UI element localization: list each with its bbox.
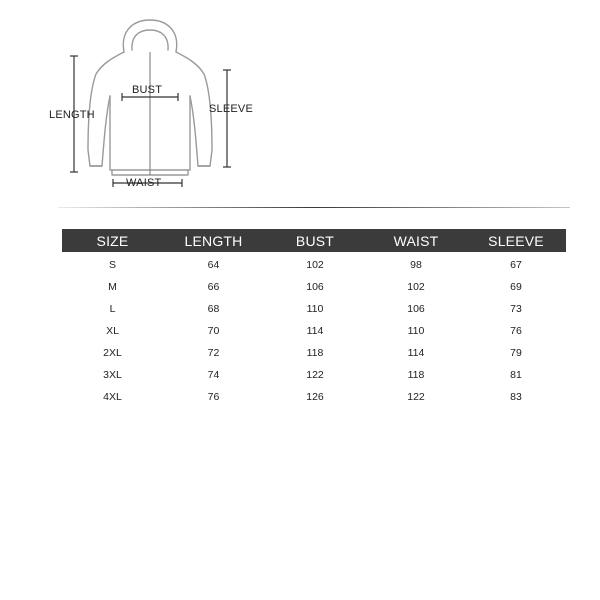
cell-waist: 106 [407,303,425,315]
table-row [62,386,566,408]
cell-bust: 118 [306,347,324,359]
table-row [62,320,566,342]
cell-sleeve: 69 [510,281,522,293]
header-sleeve: SLEEVE [488,232,544,249]
cell-waist: 102 [407,281,425,293]
header-bust: BUST [295,232,335,249]
sleeve-label: SLEEVE [209,103,254,115]
table-row [62,252,566,276]
hoodie-jacket-illustration [0,0,600,200]
jacket-diagram [0,0,600,200]
cell-length: 70 [207,325,220,337]
cell-sleeve: 73 [510,303,522,315]
waist-label: WAIST [126,177,162,189]
cell-size: M [108,281,117,293]
bust-label: BUST [132,84,163,96]
cell-length: 64 [207,259,220,271]
header-size: SIZE [96,232,129,249]
cell-bust: 126 [306,391,324,403]
cell-waist: 122 [407,391,425,403]
header-waist: WAIST [393,232,439,249]
divider-line [58,207,570,208]
header-length: LENGTH [184,232,243,249]
cell-sleeve: 76 [510,325,522,337]
cell-bust: 106 [306,281,324,293]
cell-length: 68 [207,303,220,315]
cell-waist: 110 [407,325,425,337]
cell-bust: 122 [306,369,324,381]
cell-length: 72 [207,347,220,359]
table-row [62,342,566,364]
table-row [62,298,566,320]
cell-length: 76 [207,391,220,403]
cell-size: 2XL [103,347,122,359]
table-header-row [62,229,566,252]
cell-waist: 114 [407,347,425,359]
cell-size: 3XL [103,369,122,381]
cell-waist: 118 [407,369,425,381]
cell-size: 4XL [103,391,122,403]
cell-bust: 110 [306,303,324,315]
cell-length: 66 [207,281,220,293]
cell-bust: 102 [306,259,324,271]
cell-size: XL [106,325,119,337]
cell-sleeve: 67 [510,259,522,271]
cell-size: S [108,259,116,271]
size-chart-table [62,229,566,408]
cell-length: 74 [207,369,220,381]
table-row [62,364,566,386]
cell-waist: 98 [410,259,422,271]
length-label: LENGTH [49,109,95,121]
cell-sleeve: 79 [510,347,522,359]
table-row [62,276,566,298]
cell-sleeve: 83 [510,391,522,403]
cell-size: L [109,303,116,315]
cell-bust: 114 [306,325,324,337]
cell-sleeve: 81 [510,369,522,381]
